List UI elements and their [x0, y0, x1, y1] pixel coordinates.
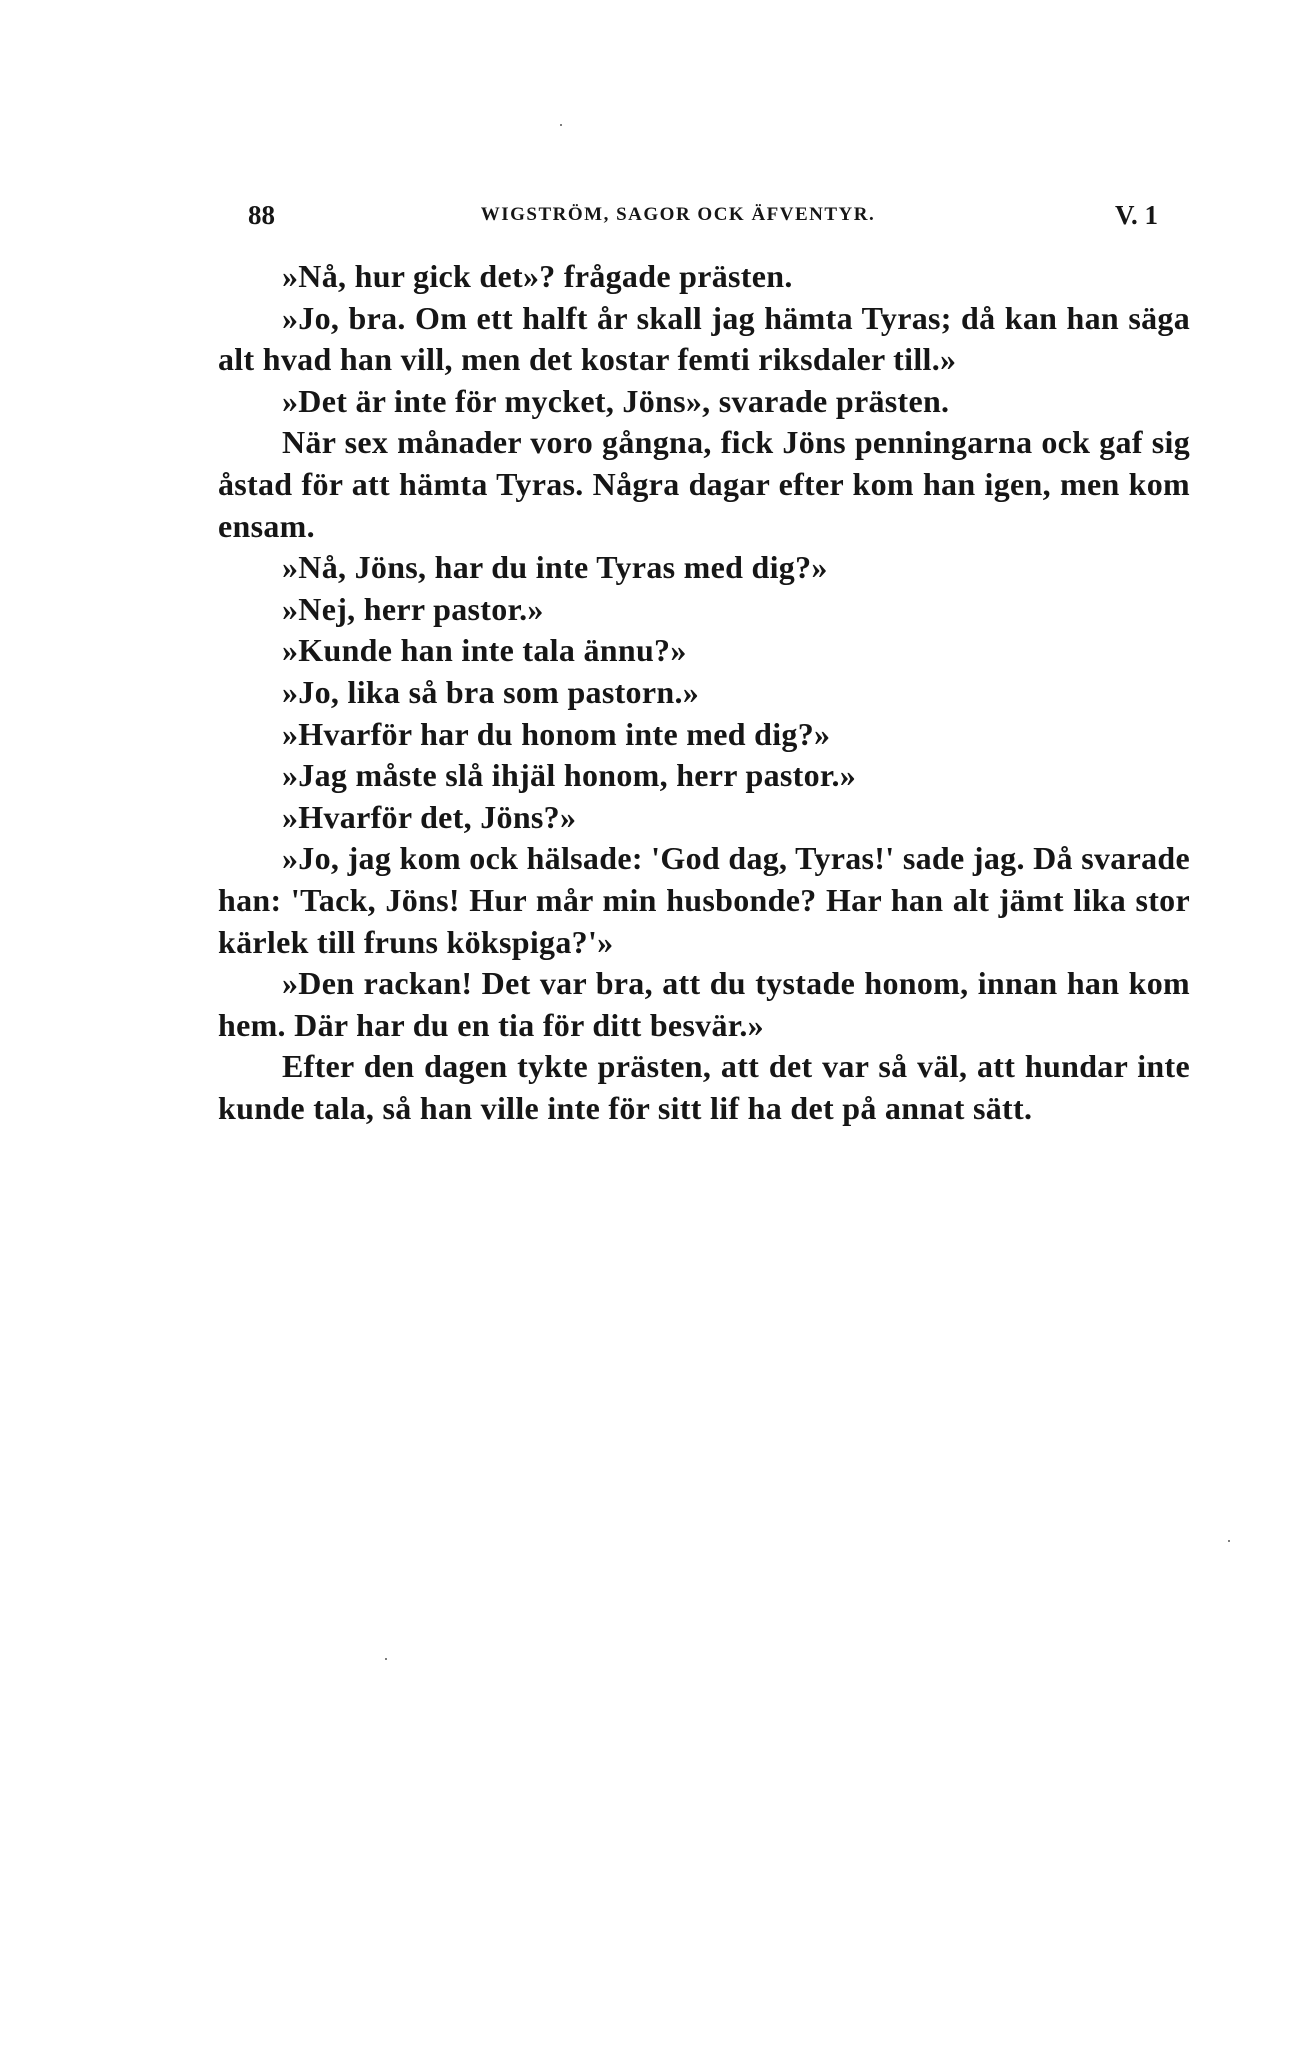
paragraph: »Den rackan! Det var bra, att du tystade honom, innan han kom hem. Där har du en tia för ditt besvär.»: [218, 965, 1190, 1043]
paragraph: »Jo, bra. Om ett halft år skall jag hämta Tyras; då kan han säga alt hvad han vill, men det kostar femti riksdaler till.»: [218, 299, 1190, 378]
body-text: [218, 256, 1190, 1129]
paragraph: »Nej, herr pastor.»: [282, 590, 544, 627]
paragraph: »Jag måste slå ihjäl honom, herr pastor.»: [282, 757, 857, 794]
scan-speck: [385, 1658, 387, 1660]
paragraph: »Kunde han inte tala ännu?»: [282, 632, 687, 669]
paragraph: »Nå, hur gick det»? frågade prästen.: [282, 258, 793, 294]
paragraph: »Jo, lika så bra som pastorn.»: [282, 673, 700, 710]
paragraph: »Hvarför har du honom inte med dig?»: [282, 715, 831, 752]
paragraph: Efter den dagen tykte prästen, att det var så väl, att hundar inte kunde tala, så han ville inte för sitt lif ha det på annat sätt.: [218, 1048, 1190, 1126]
paragraph: »Nå, Jöns, har du inte Tyras med dig?»: [282, 549, 828, 586]
paragraph: När sex månader voro gångna, fick Jöns penningarna ock gaf sig åstad för att hämta Tyras. Några dagar efter kom han igen, men kom ensam.: [218, 424, 1190, 544]
running-title: WIGSTRÖM, SAGOR OCK ÄFVENTYR.: [480, 204, 876, 225]
paragraph: »Hvarför det, Jöns?»: [282, 798, 577, 835]
paragraph: »Jo, jag kom ock hälsade: 'God dag, Tyras!' sade jag. Då svarade han: 'Tack, Jöns! Hur mår min husbonde? Har han alt jämt lika stor kärlek till fruns kökspiga?'»: [218, 840, 1190, 960]
volume-label: V. 1: [1114, 200, 1158, 230]
page-header: [218, 200, 1158, 240]
paragraph: »Det är inte för mycket, Jöns», svarade prästen.: [282, 382, 950, 419]
scan-speck: [560, 124, 562, 126]
scan-speck: [1228, 1540, 1230, 1542]
page-number: 88: [248, 200, 275, 230]
